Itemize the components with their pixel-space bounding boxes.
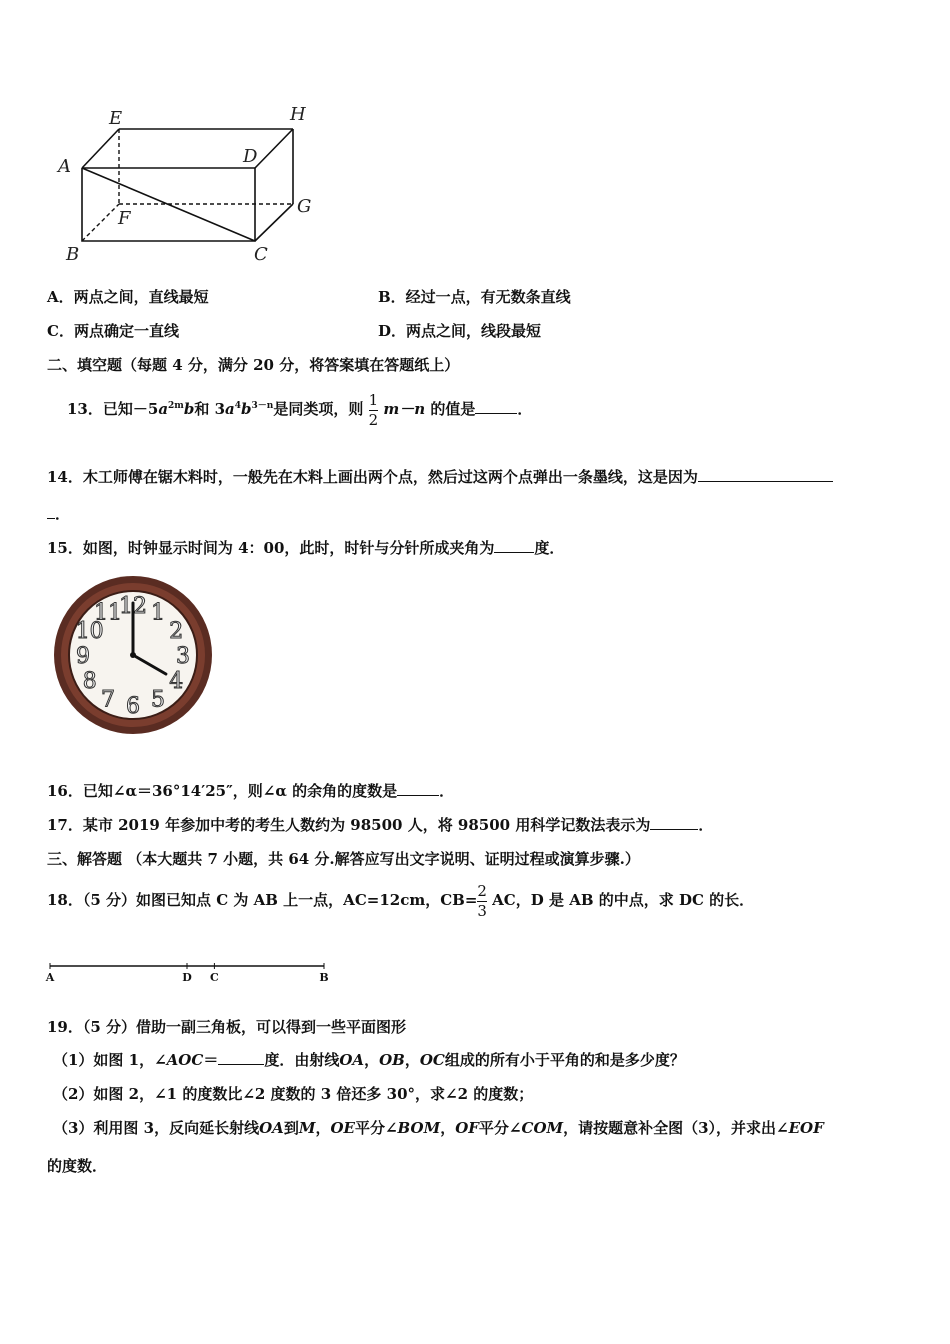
- q13-answer-blank[interactable]: [475, 399, 517, 414]
- q15: 15．如图，时钟显示时间为 4：00，此时，时针与分针所成夹角为 度．: [47, 539, 565, 557]
- segment-label-C: C: [210, 971, 219, 984]
- q19-part2: （2）如图 2，∠1 的度数比∠2 度数的 3 倍还多 30°，求∠2 的度数；: [53, 1085, 534, 1103]
- option-b: B．经过一点，有无数条直线: [378, 288, 571, 306]
- hidden-edge-BF: [82, 204, 119, 241]
- section2-heading: 二、填空题（每题 4 分，满分 20 分，将答案填在答题纸上）: [47, 356, 460, 374]
- q14-continued: ．: [47, 503, 70, 524]
- clock-numeral-4: 4: [169, 669, 184, 694]
- q14: 14．木工师傅在锯木料时，一般先在木料上画出两个点，然后过这两个点弹出一条墨线，这是因为: [47, 466, 833, 487]
- box-figure: [50, 100, 330, 270]
- section3-heading: 三、解答题 （本大题共 7 小题，共 64 分.解答应写出文字说明、证明过程或演算步骤.）: [47, 850, 640, 868]
- q16-answer-blank[interactable]: [397, 781, 439, 796]
- label-H: H: [290, 104, 306, 125]
- q17-answer-blank[interactable]: [650, 815, 698, 830]
- label-C: C: [254, 244, 268, 265]
- clock-numeral-9: 9: [76, 644, 90, 669]
- label-G: G: [297, 196, 312, 217]
- clock-numeral-3: 3: [176, 644, 190, 669]
- edge-DH: [255, 129, 293, 168]
- q18: 18．（5 分）如图已知点 C 为 AB 上一点，AC=12cm，CB= $\frac{2}{3}$ AC，D 是 AB 的中点，求 DC 的长．: [47, 881, 755, 920]
- clock-numeral-1: 1: [151, 600, 165, 626]
- clock-numeral-10: 10: [75, 619, 104, 644]
- segment-figure: [44, 958, 344, 988]
- q15-answer-blank[interactable]: [494, 538, 534, 553]
- q19-part3: （3）利用图 3，反向延长射线OA到M，OE平分∠BOM，OF平分∠COM，请按题意补全图（3），并求出∠EOF: [53, 1119, 824, 1137]
- label-B: B: [66, 244, 80, 265]
- q17: 17．某市 2019 年参加中考的考生人数约为 98500 人，将 98500 用科学记数法表示为 ．: [47, 816, 714, 834]
- q13: 13．已知$-5a^{2m}b$和 $3a^4b^{3-n}$是同类项，则 $\frac{1}{2}$ m－n 的值是 ．: [67, 390, 533, 429]
- clock-numeral-5: 5: [151, 687, 165, 713]
- clock-numeral-12: 12: [119, 594, 147, 619]
- segment-label-A: A: [45, 971, 55, 984]
- edge-CG: [255, 204, 293, 241]
- q19-part3-end: 的度数．: [47, 1157, 108, 1175]
- clock-numeral-7: 7: [101, 687, 115, 713]
- option-a: A．两点之间，直线最短: [47, 288, 209, 306]
- q13-fraction: $\frac{1}{2}$: [368, 390, 379, 429]
- q19-part1: （1）如图 1，∠AOC＝ 度．由射线OA，OB，OC组成的所有小于平角的和是多少度？: [53, 1051, 685, 1069]
- label-D: D: [243, 146, 258, 167]
- clock-figure: [51, 573, 215, 737]
- q18-fraction: $\frac{2}{3}$: [477, 881, 487, 920]
- option-d: D．两点之间，线段最短: [378, 322, 542, 340]
- segment-label-B: B: [319, 971, 329, 984]
- label-F: F: [118, 208, 131, 229]
- option-c: C．两点确定一直线: [47, 322, 179, 340]
- q19-answer-blank[interactable]: [218, 1050, 264, 1065]
- q19-title: 19．（5 分）借助一副三角板，可以得到一些平面图形: [47, 1018, 407, 1036]
- label-A: A: [58, 156, 71, 177]
- clock-numeral-2: 2: [169, 619, 184, 644]
- q14-answer-blank[interactable]: [698, 467, 833, 482]
- clock-numeral-8: 8: [82, 669, 97, 694]
- clock-center: [130, 652, 136, 658]
- clock-numeral-11: 11: [94, 600, 122, 626]
- edge-AE: [82, 129, 119, 168]
- clock-numeral-6: 6: [126, 694, 140, 719]
- label-E: E: [109, 108, 123, 129]
- q14-answer-blank-cont[interactable]: [47, 504, 55, 519]
- q16: 16．已知∠α＝36°14′25″，则∠α 的余角的度数是 ．: [47, 782, 455, 800]
- segment-label-D: D: [182, 971, 192, 984]
